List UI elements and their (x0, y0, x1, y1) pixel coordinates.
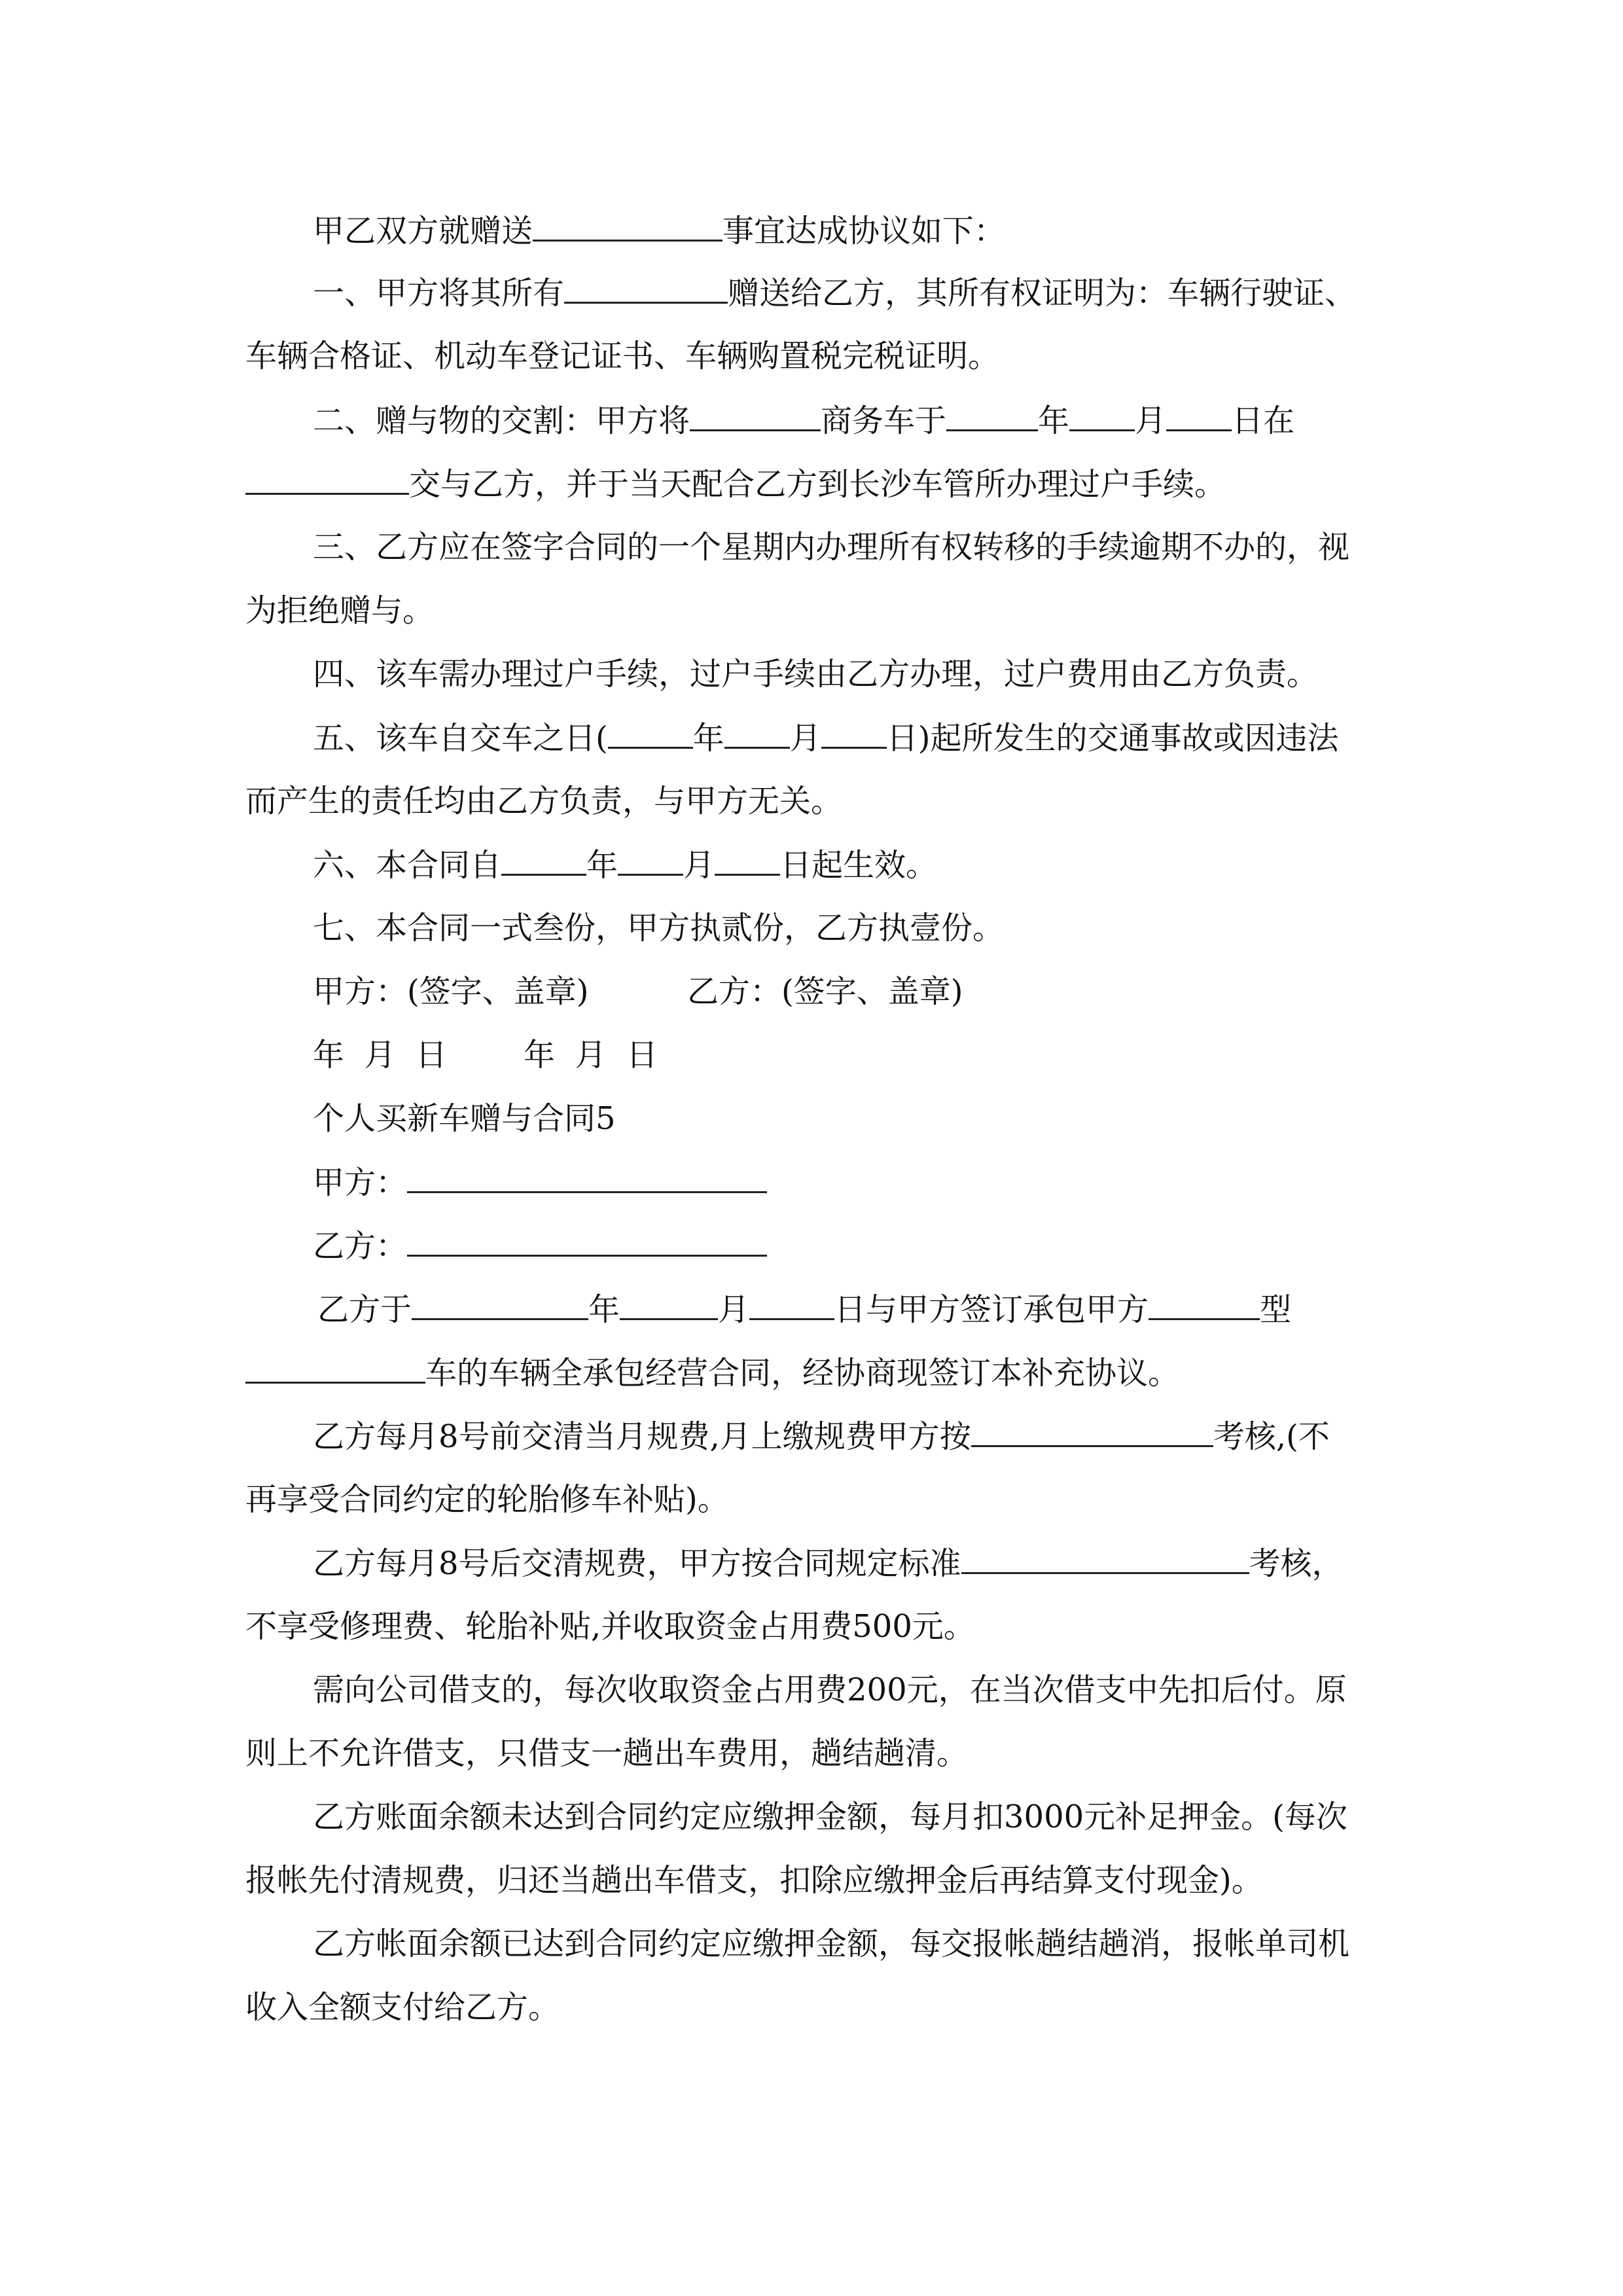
intro-prefix: 甲乙双方就赠送 (313, 213, 533, 249)
c5-p3-line-1: 乙方每月8号后交清规费，甲方按合同规定标准 考核， (313, 1542, 1344, 1584)
signature-party-a: 甲方：(签字、盖章) (313, 973, 589, 1010)
clause-2-line-2: 交与乙方，并于当天配合乙方到长沙车管所办理过户手续。 (245, 463, 1226, 505)
clause-4-line: 四、该车需办理过户手续，过户手续由乙方办理，过户费用由乙方负责。 (313, 656, 1319, 692)
clause-1-line-1: 一、甲方将其所有 赠送给乙方，其所有权证明为：车辆行驶证、 (313, 272, 1356, 314)
c5-p4-line-2: 则上不允许借支，只借支一趟出车费用，趟结趟清。 (245, 1735, 969, 1772)
signature-party-b: 乙方：(签字、盖章) (687, 973, 963, 1010)
c5-p3-line-2: 不享受修理费、轮胎补贴,并收取资金占用费500元。 (245, 1608, 975, 1645)
party-b-blank (407, 1225, 767, 1257)
party-a-blank (407, 1161, 767, 1193)
vehicle-blank (564, 272, 728, 304)
contract-5-party-a: 甲方： (313, 1161, 767, 1203)
contract-5-party-b: 乙方： (313, 1225, 767, 1266)
clause-5-line-2: 而产生的责任均由乙方负责，与甲方无关。 (245, 783, 843, 819)
c5-p6-line-2: 收入全额支付给乙方。 (245, 1989, 560, 2026)
clause-7-line: 七、本合同一式叁份，甲方执贰份，乙方执壹份。 (313, 910, 1005, 946)
clause-6-line: 六、本合同自 年 月 日起生效。 (313, 844, 937, 886)
c5-p4-line-1: 需向公司借支的，每次收取资金占用费200元，在当次借支中先扣后付。原 (313, 1672, 1347, 1708)
clause-2-line-1: 二、赠与物的交割：甲方将 商务车于 年 月 日在 (313, 399, 1294, 441)
intro-line (313, 209, 1005, 251)
gift-item-blank (533, 209, 722, 242)
c5-p1-line-1: 乙方于 年 月 日与甲方签订承包甲方 型 (317, 1288, 1291, 1330)
clause-5-line-1: 五、该车自交车之日( 年 月 日)起所发生的交通事故或因违法 (313, 717, 1339, 759)
c5-p1-line-2: 车的车辆全承包经营合同，经协商现签订本补充协议。 (245, 1352, 1179, 1393)
signature-date-a: 年 月 日 (313, 1037, 448, 1073)
clause-3-line-2: 为拒绝赠与。 (245, 592, 435, 629)
signature-date-b: 年 月 日 (524, 1037, 658, 1073)
c5-p6-line-1: 乙方帐面余额已达到合同约定应缴押金额，每交报帐趟结趟消，报帐单司机 (313, 1926, 1350, 1962)
contract-5-title: 个人买新车赠与合同5 (313, 1100, 616, 1137)
intro-suffix: 事宜达成协议如下： (722, 213, 1006, 249)
clause-3-line-1: 三、乙方应在签字合同的一个星期内办理所有权转移的手续逾期不办的，视 (313, 529, 1350, 565)
c5-p2-line-2: 再享受合同约定的轮胎修车补贴)。 (245, 1481, 729, 1518)
c5-p5-line-1: 乙方账面余额未达到合同约定应缴押金额，每月扣3000元补足押金。(每次 (313, 1799, 1347, 1835)
c5-p5-line-2: 报帐先付清规费，归还当趟出车借支，扣除应缴押金后再结算支付现金)。 (245, 1862, 1263, 1899)
clause-1-line-2: 车辆合格证、机动车登记证书、车辆购置税完税证明。 (245, 338, 1000, 374)
c5-p2-line-1: 乙方每月8号前交清当月规费,月上缴规费甲方按 考核,(不 (313, 1415, 1330, 1457)
